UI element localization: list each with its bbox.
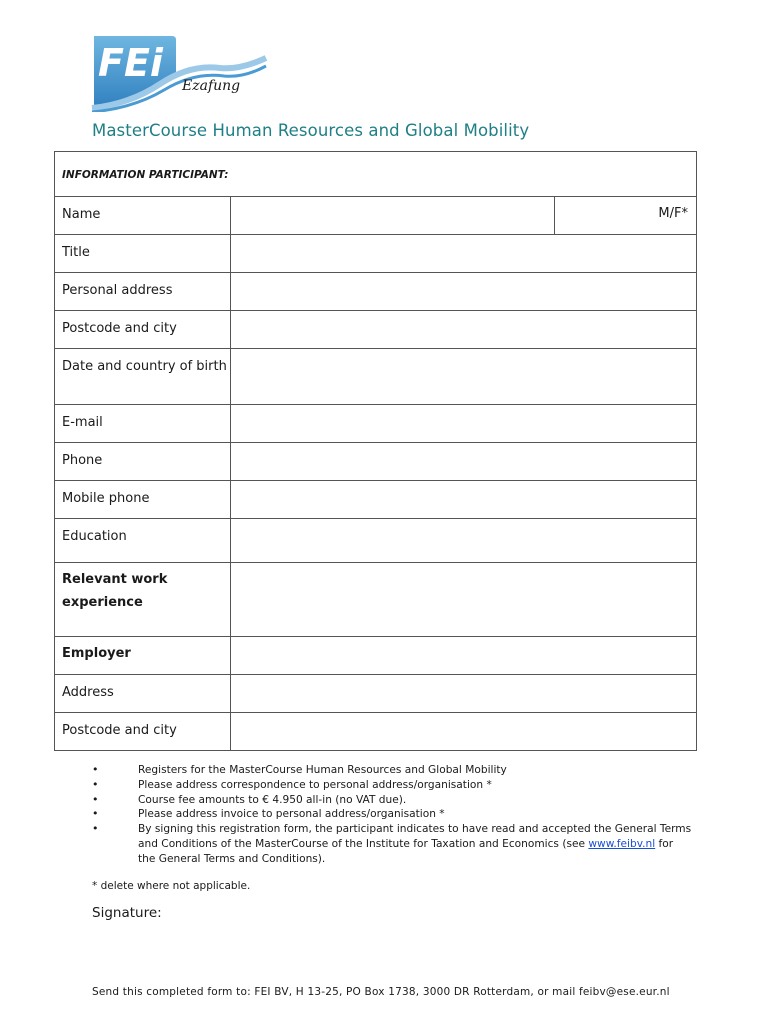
terms-text-before: By signing this registration form, the participant indicates to have read and accepted the General Terms and Conditions of the MasterCourse of the Institute for Taxation and Economics (see [138, 823, 692, 850]
participant-form [54, 151, 697, 751]
form-row-name [55, 197, 697, 235]
field-label: Address [55, 675, 231, 713]
list-item: • Course fee amounts to € 4.950 all-in (no VAT due). [92, 793, 692, 808]
field-label-name: Name [55, 197, 231, 235]
logo-script-text: Ezafung [182, 78, 241, 94]
field-input[interactable] [230, 675, 696, 713]
table-row [55, 637, 697, 675]
field-label: Date and country of birth [55, 349, 231, 405]
name-input[interactable] [230, 197, 554, 235]
list-item: • Please address invoice to personal address/organisation * [92, 807, 692, 822]
field-label: Postcode and city [55, 311, 231, 349]
field-input[interactable] [230, 273, 696, 311]
field-input[interactable] [230, 713, 696, 751]
field-label: Relevant work experience [55, 563, 231, 637]
field-input[interactable] [230, 405, 696, 443]
field-label: Education [55, 519, 231, 563]
table-row [55, 713, 697, 751]
table-row [55, 443, 697, 481]
table-row [55, 405, 697, 443]
field-label: Employer [55, 637, 231, 675]
table-row [55, 311, 697, 349]
gender-mf-field[interactable]: M/F* [555, 197, 697, 235]
field-input[interactable] [230, 349, 696, 405]
terms-list [92, 763, 692, 867]
field-label: E-mail [55, 405, 231, 443]
field-label: Phone [55, 443, 231, 481]
field-input[interactable] [230, 235, 696, 273]
field-input[interactable] [230, 637, 696, 675]
delete-note: * delete where not applicable. [92, 880, 251, 892]
table-row [55, 235, 697, 273]
list-item [92, 822, 692, 866]
field-input[interactable] [230, 311, 696, 349]
field-input[interactable] [230, 519, 696, 563]
logo-mark-text: FEi [98, 41, 163, 85]
fei-logo [90, 34, 268, 112]
field-input[interactable] [230, 481, 696, 519]
field-label: Title [55, 235, 231, 273]
field-label: Postcode and city [55, 713, 231, 751]
list-item: • Registers for the MasterCourse Human Resources and Global Mobility [92, 763, 692, 778]
signature-label: Signature: [92, 905, 162, 921]
table-row [55, 675, 697, 713]
list-item: • Please address correspondence to personal address/organisation * [92, 778, 692, 793]
field-input[interactable] [230, 563, 696, 637]
page-title: MasterCourse Human Resources and Global Mobility [92, 121, 530, 140]
footer-send-to: Send this completed form to: FEI BV, H 13-25, PO Box 1738, 3000 DR Rotterdam, or mail feibv@ese.eur.nl [92, 986, 670, 998]
terms-text-after: for the General Terms and Conditions). [138, 837, 674, 865]
form-header: INFORMATION PARTICIPANT: [55, 152, 697, 197]
field-input[interactable] [230, 443, 696, 481]
table-row [55, 519, 697, 563]
table-row [55, 563, 697, 637]
table-row [55, 481, 697, 519]
field-label: Mobile phone [55, 481, 231, 519]
table-row [55, 349, 697, 405]
table-row [55, 273, 697, 311]
feibv-link[interactable]: www.feibv.nl [588, 837, 656, 850]
form-header-row [55, 152, 697, 197]
field-label: Personal address [55, 273, 231, 311]
